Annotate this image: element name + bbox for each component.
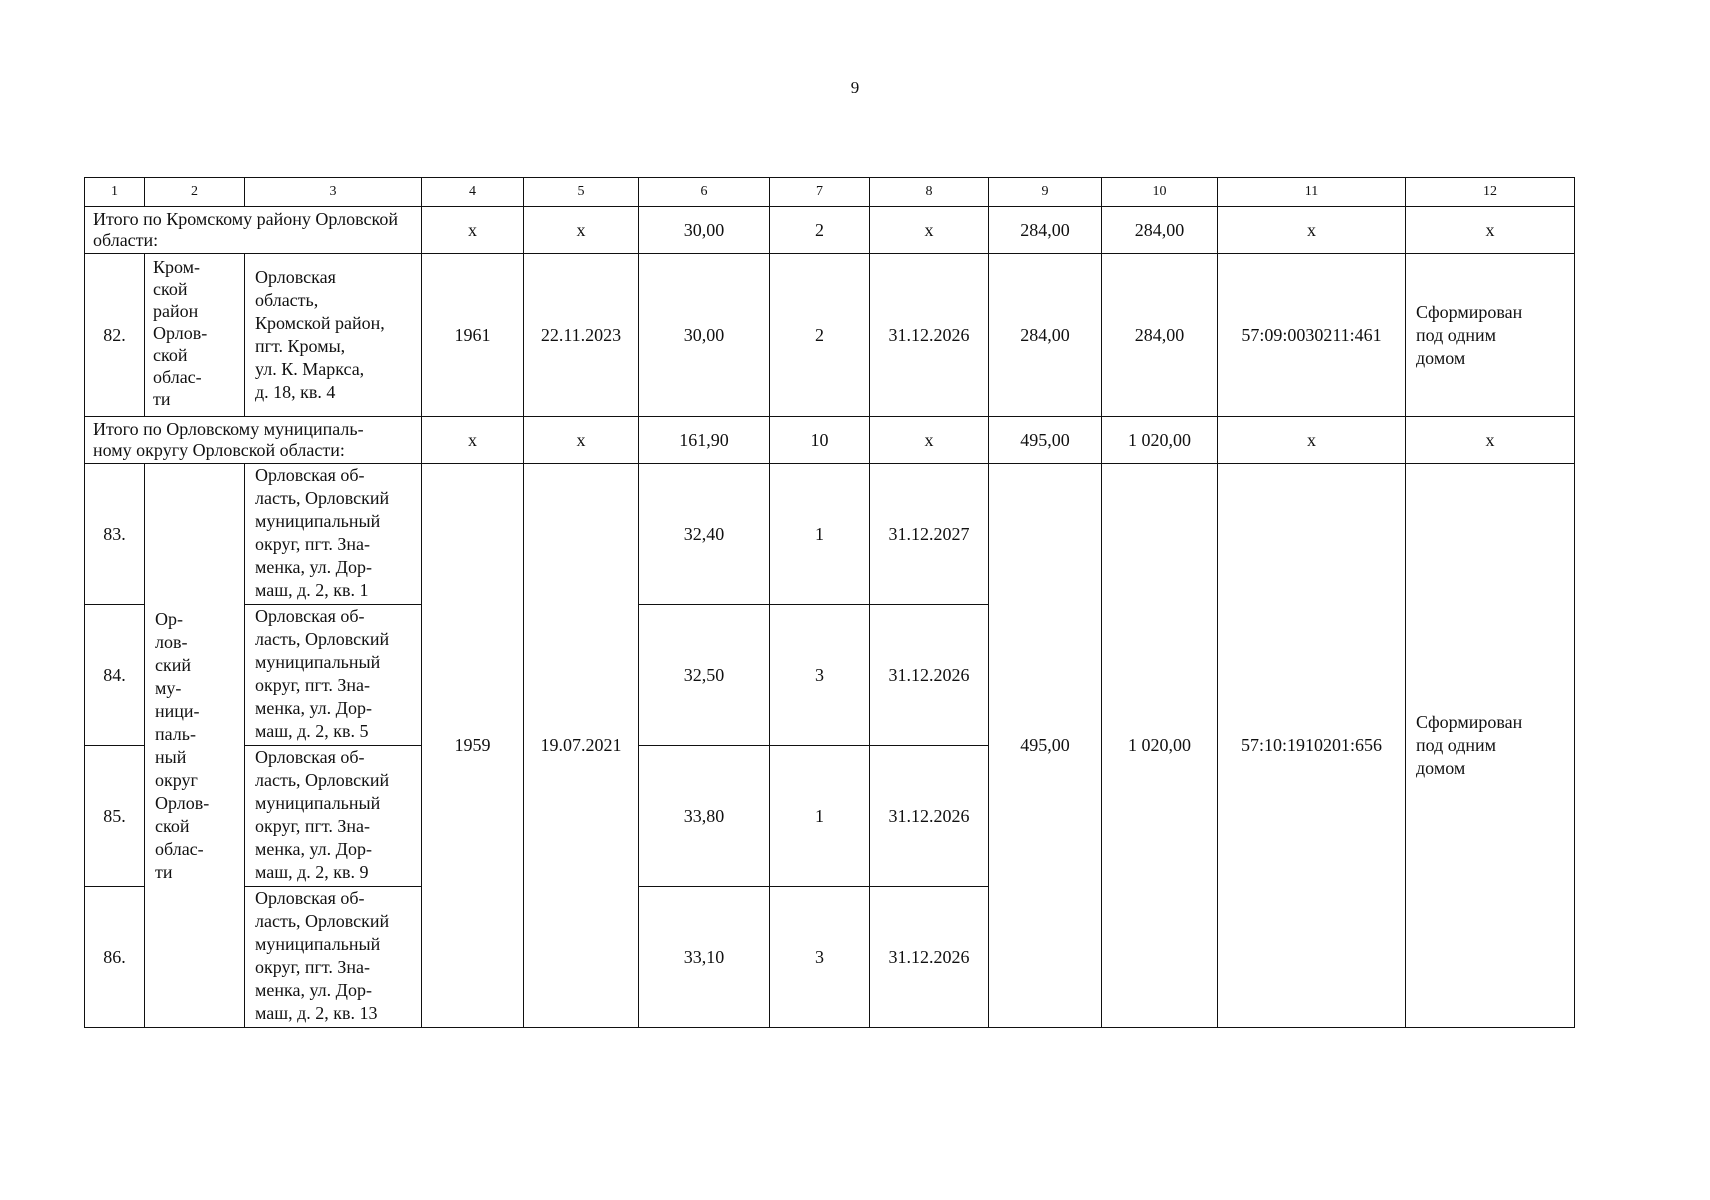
deadline-cell: 31.12.2026	[870, 605, 989, 746]
table-cell: 284,00	[989, 207, 1102, 254]
deadline-cell: 31.12.2026	[870, 746, 989, 887]
address-cell: Орловская об- ласть, Орловский муниципальный округ, пгт. Зна- менка, ул. Дор- маш, д. 2, кв. 13	[245, 887, 422, 1028]
table-cell: x	[1218, 417, 1406, 464]
column-header: 3	[245, 178, 422, 207]
people-cell: 3	[770, 605, 870, 746]
district-cell: Кром- ской район Орлов- ской облас- ти	[145, 254, 245, 417]
table-cell: 1 020,00	[1102, 464, 1218, 1028]
table-cell: 495,00	[989, 464, 1102, 1028]
people-cell: 1	[770, 464, 870, 605]
table-cell: x	[1406, 207, 1575, 254]
date-cell: 19.07.2021	[524, 464, 639, 1028]
note-cell: Сформирован под одним домом	[1406, 254, 1575, 417]
column-header: 8	[870, 178, 989, 207]
address-cell: Орловская об- ласть, Орловский муниципальный округ, пгт. Зна- менка, ул. Дор- маш, д. 2, кв. 9	[245, 746, 422, 887]
deadline-cell: 31.12.2026	[870, 887, 989, 1028]
row-number: 85.	[85, 746, 145, 887]
address-cell: Орловская об- ласть, Орловский муниципальный округ, пгт. Зна- менка, ул. Дор- маш, д. 2, кв. 5	[245, 605, 422, 746]
table-cell: x	[870, 207, 989, 254]
area-cell: 33,10	[639, 887, 770, 1028]
table-cell: 284,00	[1102, 254, 1218, 417]
address-cell: Орловская область, Кромской район, пгт. Кромы, ул. К. Маркса, д. 18, кв. 4	[245, 254, 422, 417]
table-cell: 161,90	[639, 417, 770, 464]
column-header: 10	[1102, 178, 1218, 207]
table-cell: x	[1406, 417, 1575, 464]
people-cell: 3	[770, 887, 870, 1028]
column-header: 9	[989, 178, 1102, 207]
table-cell: 1 020,00	[1102, 417, 1218, 464]
table-row	[85, 464, 1575, 605]
year-cell: 1959	[422, 464, 524, 1028]
district-cell: Ор- лов- ский му- ници- паль- ный округ Орлов- ской облас- ти	[145, 464, 245, 1028]
row-number: 86.	[85, 887, 145, 1028]
table-cell: 2	[770, 207, 870, 254]
total-row-kromskoy	[85, 207, 1575, 254]
column-header: 5	[524, 178, 639, 207]
row-number: 82.	[85, 254, 145, 417]
table-cell: 30,00	[639, 207, 770, 254]
column-header: 12	[1406, 178, 1575, 207]
table-cell: x	[524, 207, 639, 254]
column-number-row	[85, 178, 1575, 207]
total-label: Итого по Кромскому району Орловской области:	[85, 207, 422, 254]
column-header: 2	[145, 178, 245, 207]
row-number: 83.	[85, 464, 145, 605]
deadline-cell: 31.12.2027	[870, 464, 989, 605]
column-header: 4	[422, 178, 524, 207]
cadastral-cell: 57:09:0030211:461	[1218, 254, 1406, 417]
people-cell: 2	[770, 254, 870, 417]
table-cell: 284,00	[1102, 207, 1218, 254]
table-cell: x	[870, 417, 989, 464]
people-cell: 1	[770, 746, 870, 887]
year-cell: 1961	[422, 254, 524, 417]
table-cell: x	[422, 207, 524, 254]
page-number: 9	[850, 78, 860, 97]
deadline-cell: 31.12.2026	[870, 254, 989, 417]
total-label: Итого по Орловскому муниципаль- ному округу Орловской области:	[85, 417, 422, 464]
address-cell: Орловская об- ласть, Орловский муниципальный округ, пгт. Зна- менка, ул. Дор- маш, д. 2, кв. 1	[245, 464, 422, 605]
column-header: 11	[1218, 178, 1406, 207]
column-header: 1	[85, 178, 145, 207]
cadastral-cell: 57:10:1910201:656	[1218, 464, 1406, 1028]
table-cell: x	[422, 417, 524, 464]
column-header: 6	[639, 178, 770, 207]
column-header: 7	[770, 178, 870, 207]
area-cell: 32,50	[639, 605, 770, 746]
table-cell: 495,00	[989, 417, 1102, 464]
table-cell: x	[524, 417, 639, 464]
note-cell: Сформирован под одним домом	[1406, 464, 1575, 1028]
table-cell: x	[1218, 207, 1406, 254]
total-row-orlovsky	[85, 417, 1575, 464]
table-cell: 284,00	[989, 254, 1102, 417]
area-cell: 30,00	[639, 254, 770, 417]
date-cell: 22.11.2023	[524, 254, 639, 417]
row-number: 84.	[85, 605, 145, 746]
table-cell: 10	[770, 417, 870, 464]
table-row	[85, 254, 1575, 417]
area-cell: 33,80	[639, 746, 770, 887]
area-cell: 32,40	[639, 464, 770, 605]
housing-registry-table	[84, 177, 1575, 1028]
